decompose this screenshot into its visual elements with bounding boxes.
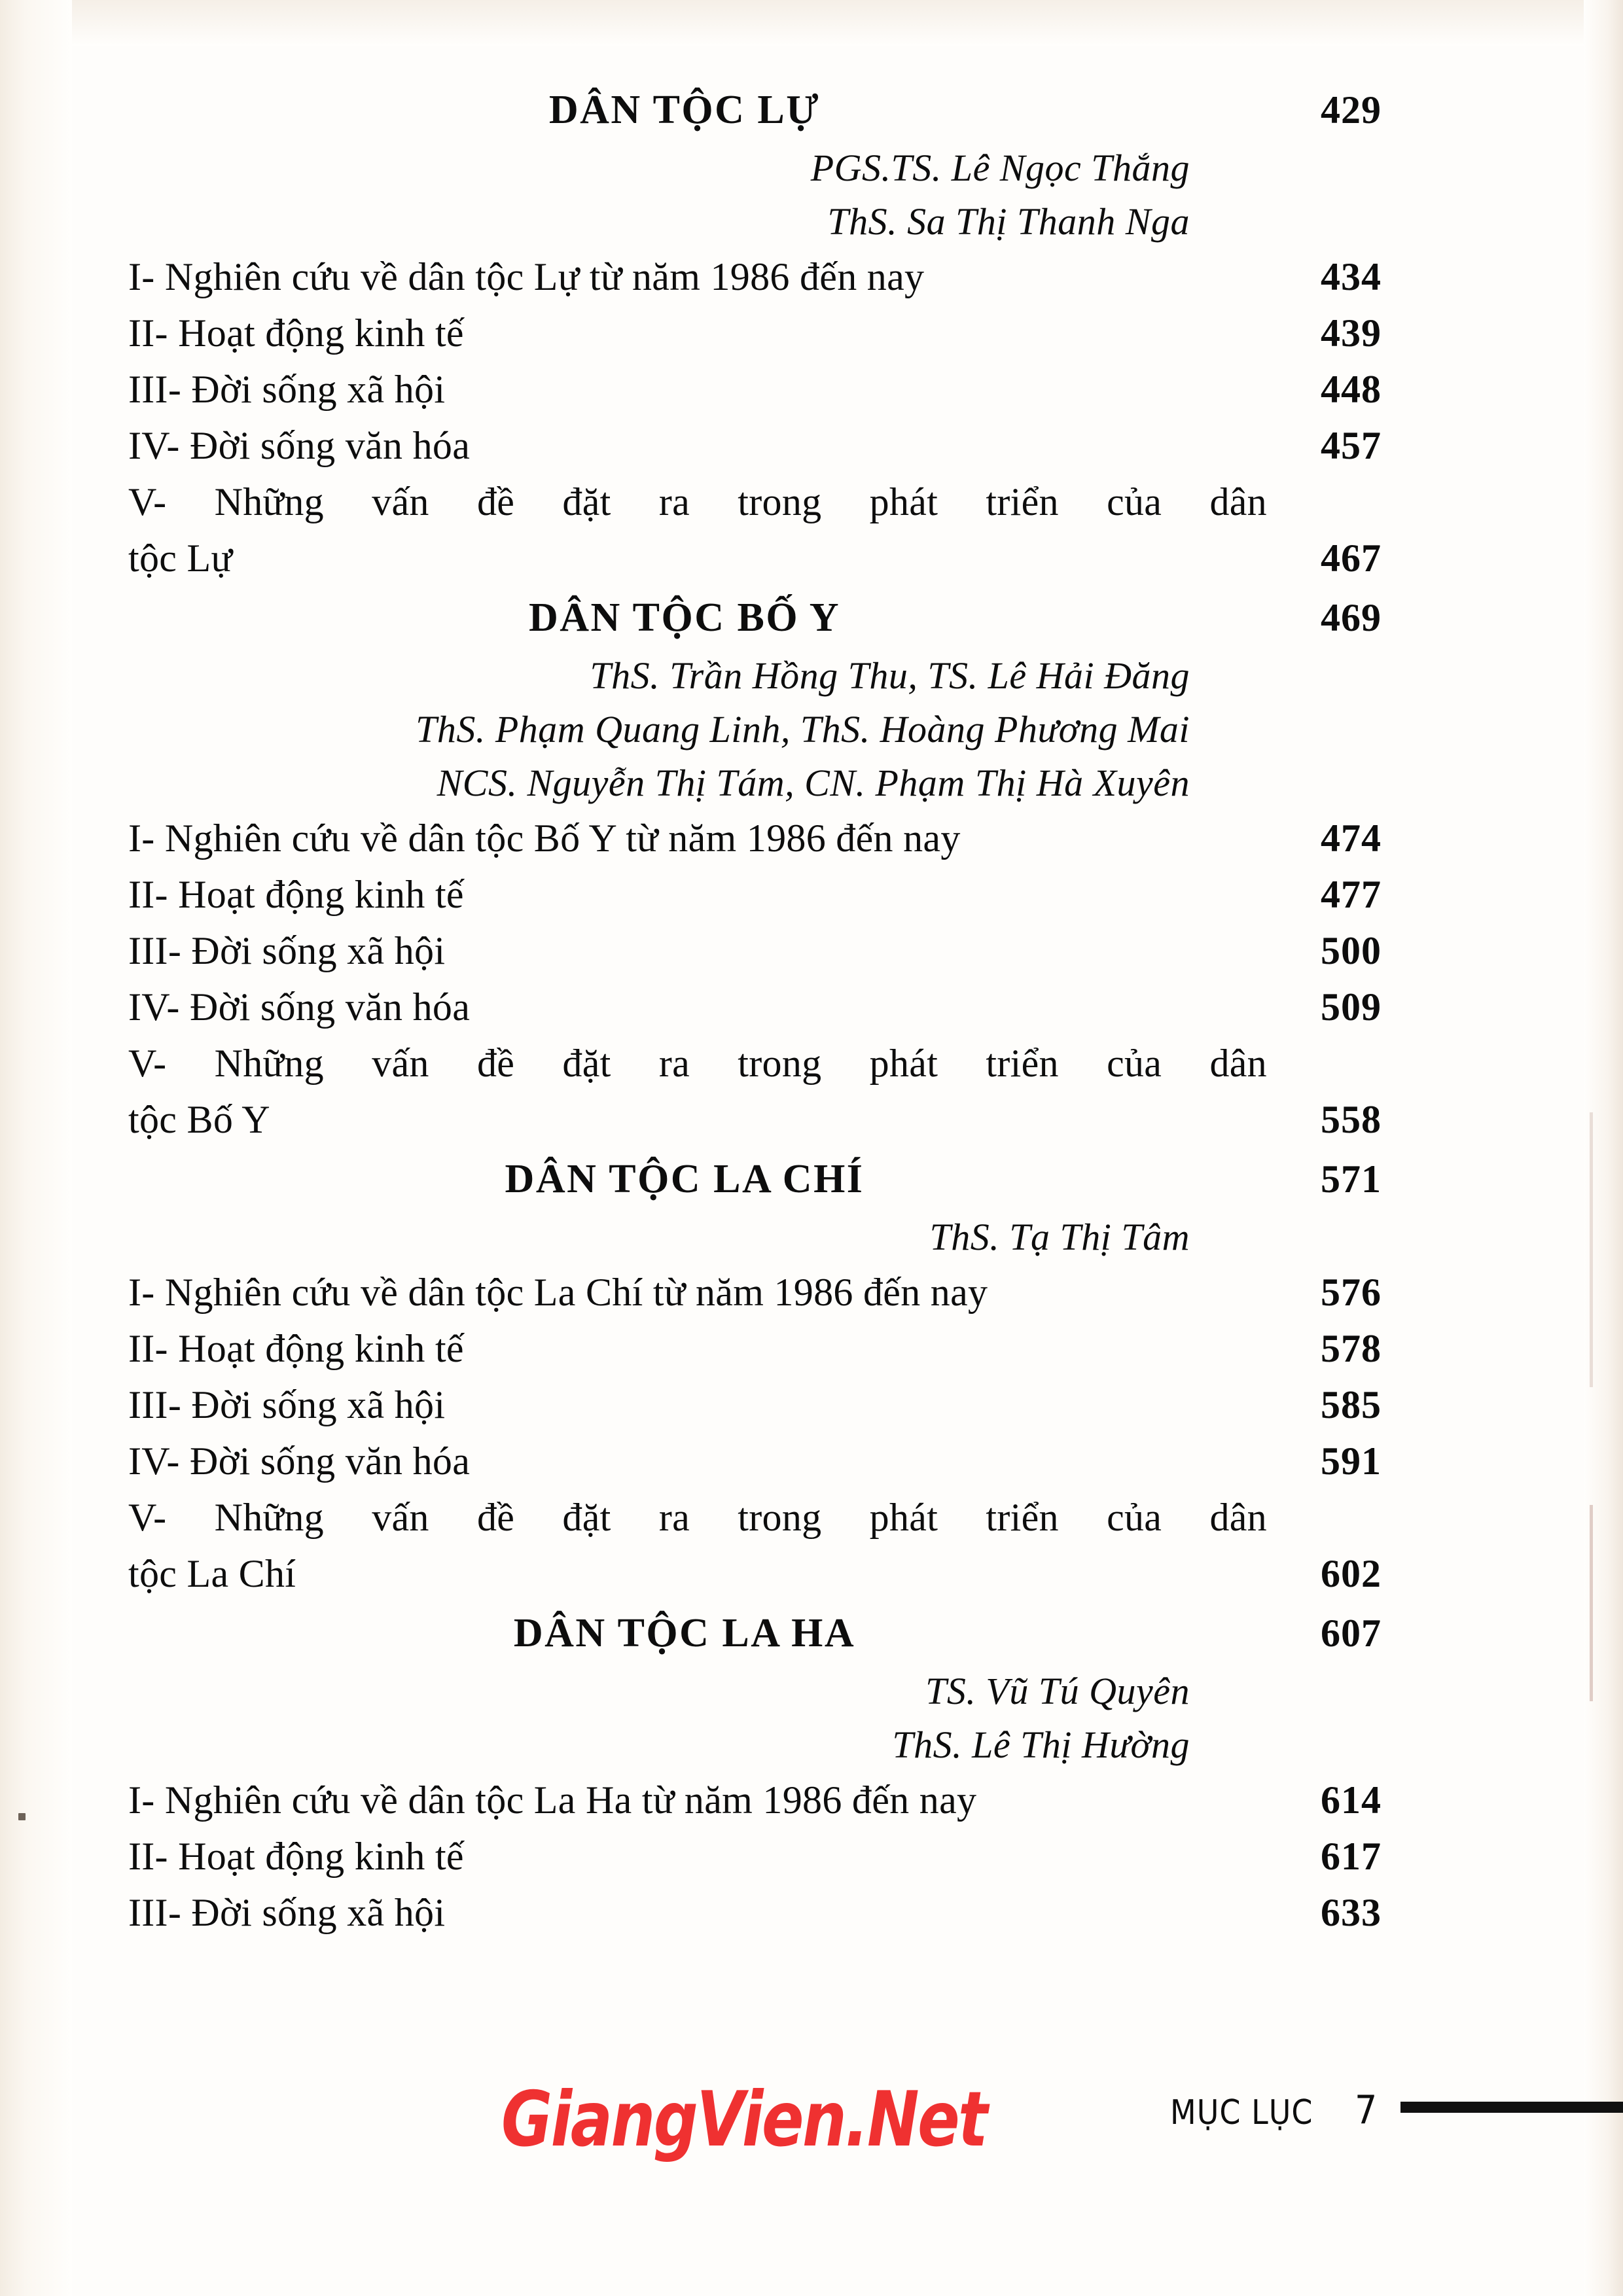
toc-entry-label: tộc Bố Y (128, 1098, 270, 1141)
toc-entry-page: 558 (1321, 1098, 1382, 1141)
toc-entry[interactable] (128, 866, 1508, 923)
toc-entry-continuation[interactable] (128, 1545, 1508, 1602)
author-name: ThS. Tạ Thị Tâm (929, 1216, 1190, 1258)
scan-speck-artifact (18, 1813, 26, 1820)
toc-content (128, 79, 1508, 1941)
toc-entry[interactable] (128, 1320, 1508, 1377)
toc-entry-page: 509 (1321, 985, 1382, 1029)
section-title: DÂN TỘC BỐ Y (528, 595, 841, 640)
section-title: DÂN TỘC LA HA (513, 1611, 856, 1655)
toc-entry-page: 500 (1321, 929, 1382, 972)
toc-entry[interactable] (128, 1433, 1508, 1489)
author-name: NCS. Nguyễn Thị Tám, CN. Phạm Thị Hà Xuyên (437, 762, 1190, 804)
toc-entry[interactable] (128, 979, 1508, 1035)
toc-entry[interactable] (128, 1884, 1508, 1941)
toc-entry-page: 633 (1321, 1891, 1382, 1934)
toc-entry[interactable] (128, 1489, 1508, 1545)
section-title: DÂN TỘC LỰ (548, 88, 821, 132)
toc-entry-label: III- Đời sống xã hội (128, 1383, 446, 1426)
scan-streak-artifact (1590, 1505, 1593, 1701)
toc-entry[interactable] (128, 1772, 1508, 1828)
toc-entry[interactable] (128, 923, 1508, 979)
toc-entry-page: 457 (1321, 424, 1382, 467)
toc-entry-label: V- Những vấn đề đặt ra trong phát triển của dân (128, 1496, 1267, 1539)
scan-edge-left (0, 0, 72, 2296)
toc-entry-label: V- Những vấn đề đặt ra trong phát triển của dân (128, 1042, 1267, 1085)
toc-entry-label: II- Hoạt động kinh tế (128, 873, 464, 916)
toc-entry[interactable] (128, 474, 1508, 530)
toc-entry-label: V- Những vấn đề đặt ra trong phát triển của dân (128, 480, 1267, 523)
section-author (128, 141, 1508, 195)
section-author (128, 756, 1508, 810)
toc-entry-page: 477 (1321, 873, 1382, 916)
toc-entry-label: IV- Đời sống văn hóa (128, 985, 471, 1029)
section-author (128, 1665, 1508, 1718)
toc-entry[interactable] (128, 810, 1508, 866)
section-page-number: 607 (1321, 1612, 1382, 1655)
section-title: DÂN TỘC LA CHÍ (505, 1157, 865, 1201)
toc-entry[interactable] (128, 249, 1508, 305)
toc-entry-label: III- Đời sống xã hội (128, 929, 446, 972)
section-page-number: 571 (1321, 1157, 1382, 1201)
scan-streak-artifact (1590, 1112, 1593, 1387)
toc-entry-label: I- Nghiên cứu về dân tộc La Chí từ năm 1986 đến nay (128, 1271, 988, 1314)
watermark-giangvien-net: GiangVien.Net (501, 2075, 987, 2164)
folio-page-number: 7 (1355, 2087, 1378, 2133)
toc-entry-page: 434 (1321, 255, 1382, 298)
toc-entry[interactable] (128, 305, 1508, 361)
toc-entry-page: 602 (1321, 1552, 1382, 1595)
author-name: TS. Vũ Tú Quyên (925, 1670, 1190, 1712)
toc-entry-page: 591 (1321, 1439, 1382, 1483)
toc-entry[interactable] (128, 1828, 1508, 1884)
toc-entry-page: 614 (1321, 1778, 1382, 1822)
section-heading-dan-toc-la-ha (128, 1602, 1508, 1665)
section-heading-dan-toc-la-chi (128, 1148, 1508, 1210)
toc-entry-label: III- Đời sống xã hội (128, 368, 446, 411)
scan-edge-top (0, 0, 1623, 46)
toc-entry-page: 448 (1321, 368, 1382, 411)
toc-entry-label: II- Hoạt động kinh tế (128, 1327, 464, 1370)
toc-entry[interactable] (128, 1264, 1508, 1320)
author-name: ThS. Lê Thị Hường (892, 1723, 1190, 1766)
toc-entry-page: 585 (1321, 1383, 1382, 1426)
section-page-number: 469 (1321, 596, 1382, 639)
toc-entry-label: II- Hoạt động kinh tế (128, 1835, 464, 1878)
toc-entry-label: III- Đời sống xã hội (128, 1891, 446, 1934)
toc-entry-continuation[interactable] (128, 1091, 1508, 1148)
toc-entry-page: 578 (1321, 1327, 1382, 1370)
toc-entry[interactable] (128, 1377, 1508, 1433)
toc-entry-label: tộc La Chí (128, 1552, 296, 1595)
toc-entry-label: I- Nghiên cứu về dân tộc Bố Y từ năm 1986 đến nay (128, 817, 961, 860)
folio-label: MỤC LỤC (1170, 2093, 1313, 2132)
toc-entry-label: II- Hoạt động kinh tế (128, 311, 464, 355)
section-author (128, 1210, 1508, 1264)
toc-entry-page: 439 (1321, 311, 1382, 355)
author-name: ThS. Sa Thị Thanh Nga (827, 200, 1190, 243)
toc-entry[interactable] (128, 361, 1508, 417)
toc-entry-page: 617 (1321, 1835, 1382, 1878)
toc-entry-page: 474 (1321, 817, 1382, 860)
folio-rule (1400, 2102, 1623, 2113)
author-name: PGS.TS. Lê Ngọc Thắng (810, 147, 1190, 189)
page-footer (0, 2061, 1623, 2205)
author-name: ThS. Trần Hồng Thu, TS. Lê Hải Đăng (590, 654, 1190, 697)
section-heading-dan-toc-lu (128, 79, 1508, 141)
toc-entry-label: I- Nghiên cứu về dân tộc La Ha từ năm 1986 đến nay (128, 1778, 977, 1822)
toc-entry-label: tộc Lự (128, 537, 233, 580)
toc-entry-label: I- Nghiên cứu về dân tộc Lự từ năm 1986 đến nay (128, 255, 925, 298)
toc-entry-page: 467 (1321, 537, 1382, 580)
section-page-number: 429 (1321, 88, 1382, 132)
section-author (128, 703, 1508, 756)
section-heading-dan-toc-bo-y (128, 586, 1508, 649)
author-name: ThS. Phạm Quang Linh, ThS. Hoàng Phương Mai (416, 708, 1190, 751)
section-author (128, 1718, 1508, 1772)
toc-entry-label: IV- Đời sống văn hóa (128, 1439, 471, 1483)
toc-entry-continuation[interactable] (128, 530, 1508, 586)
section-author (128, 649, 1508, 703)
toc-entry-label: IV- Đời sống văn hóa (128, 424, 471, 467)
toc-entry[interactable] (128, 417, 1508, 474)
section-author (128, 195, 1508, 249)
toc-entry[interactable] (128, 1035, 1508, 1091)
toc-entry-page: 576 (1321, 1271, 1382, 1314)
